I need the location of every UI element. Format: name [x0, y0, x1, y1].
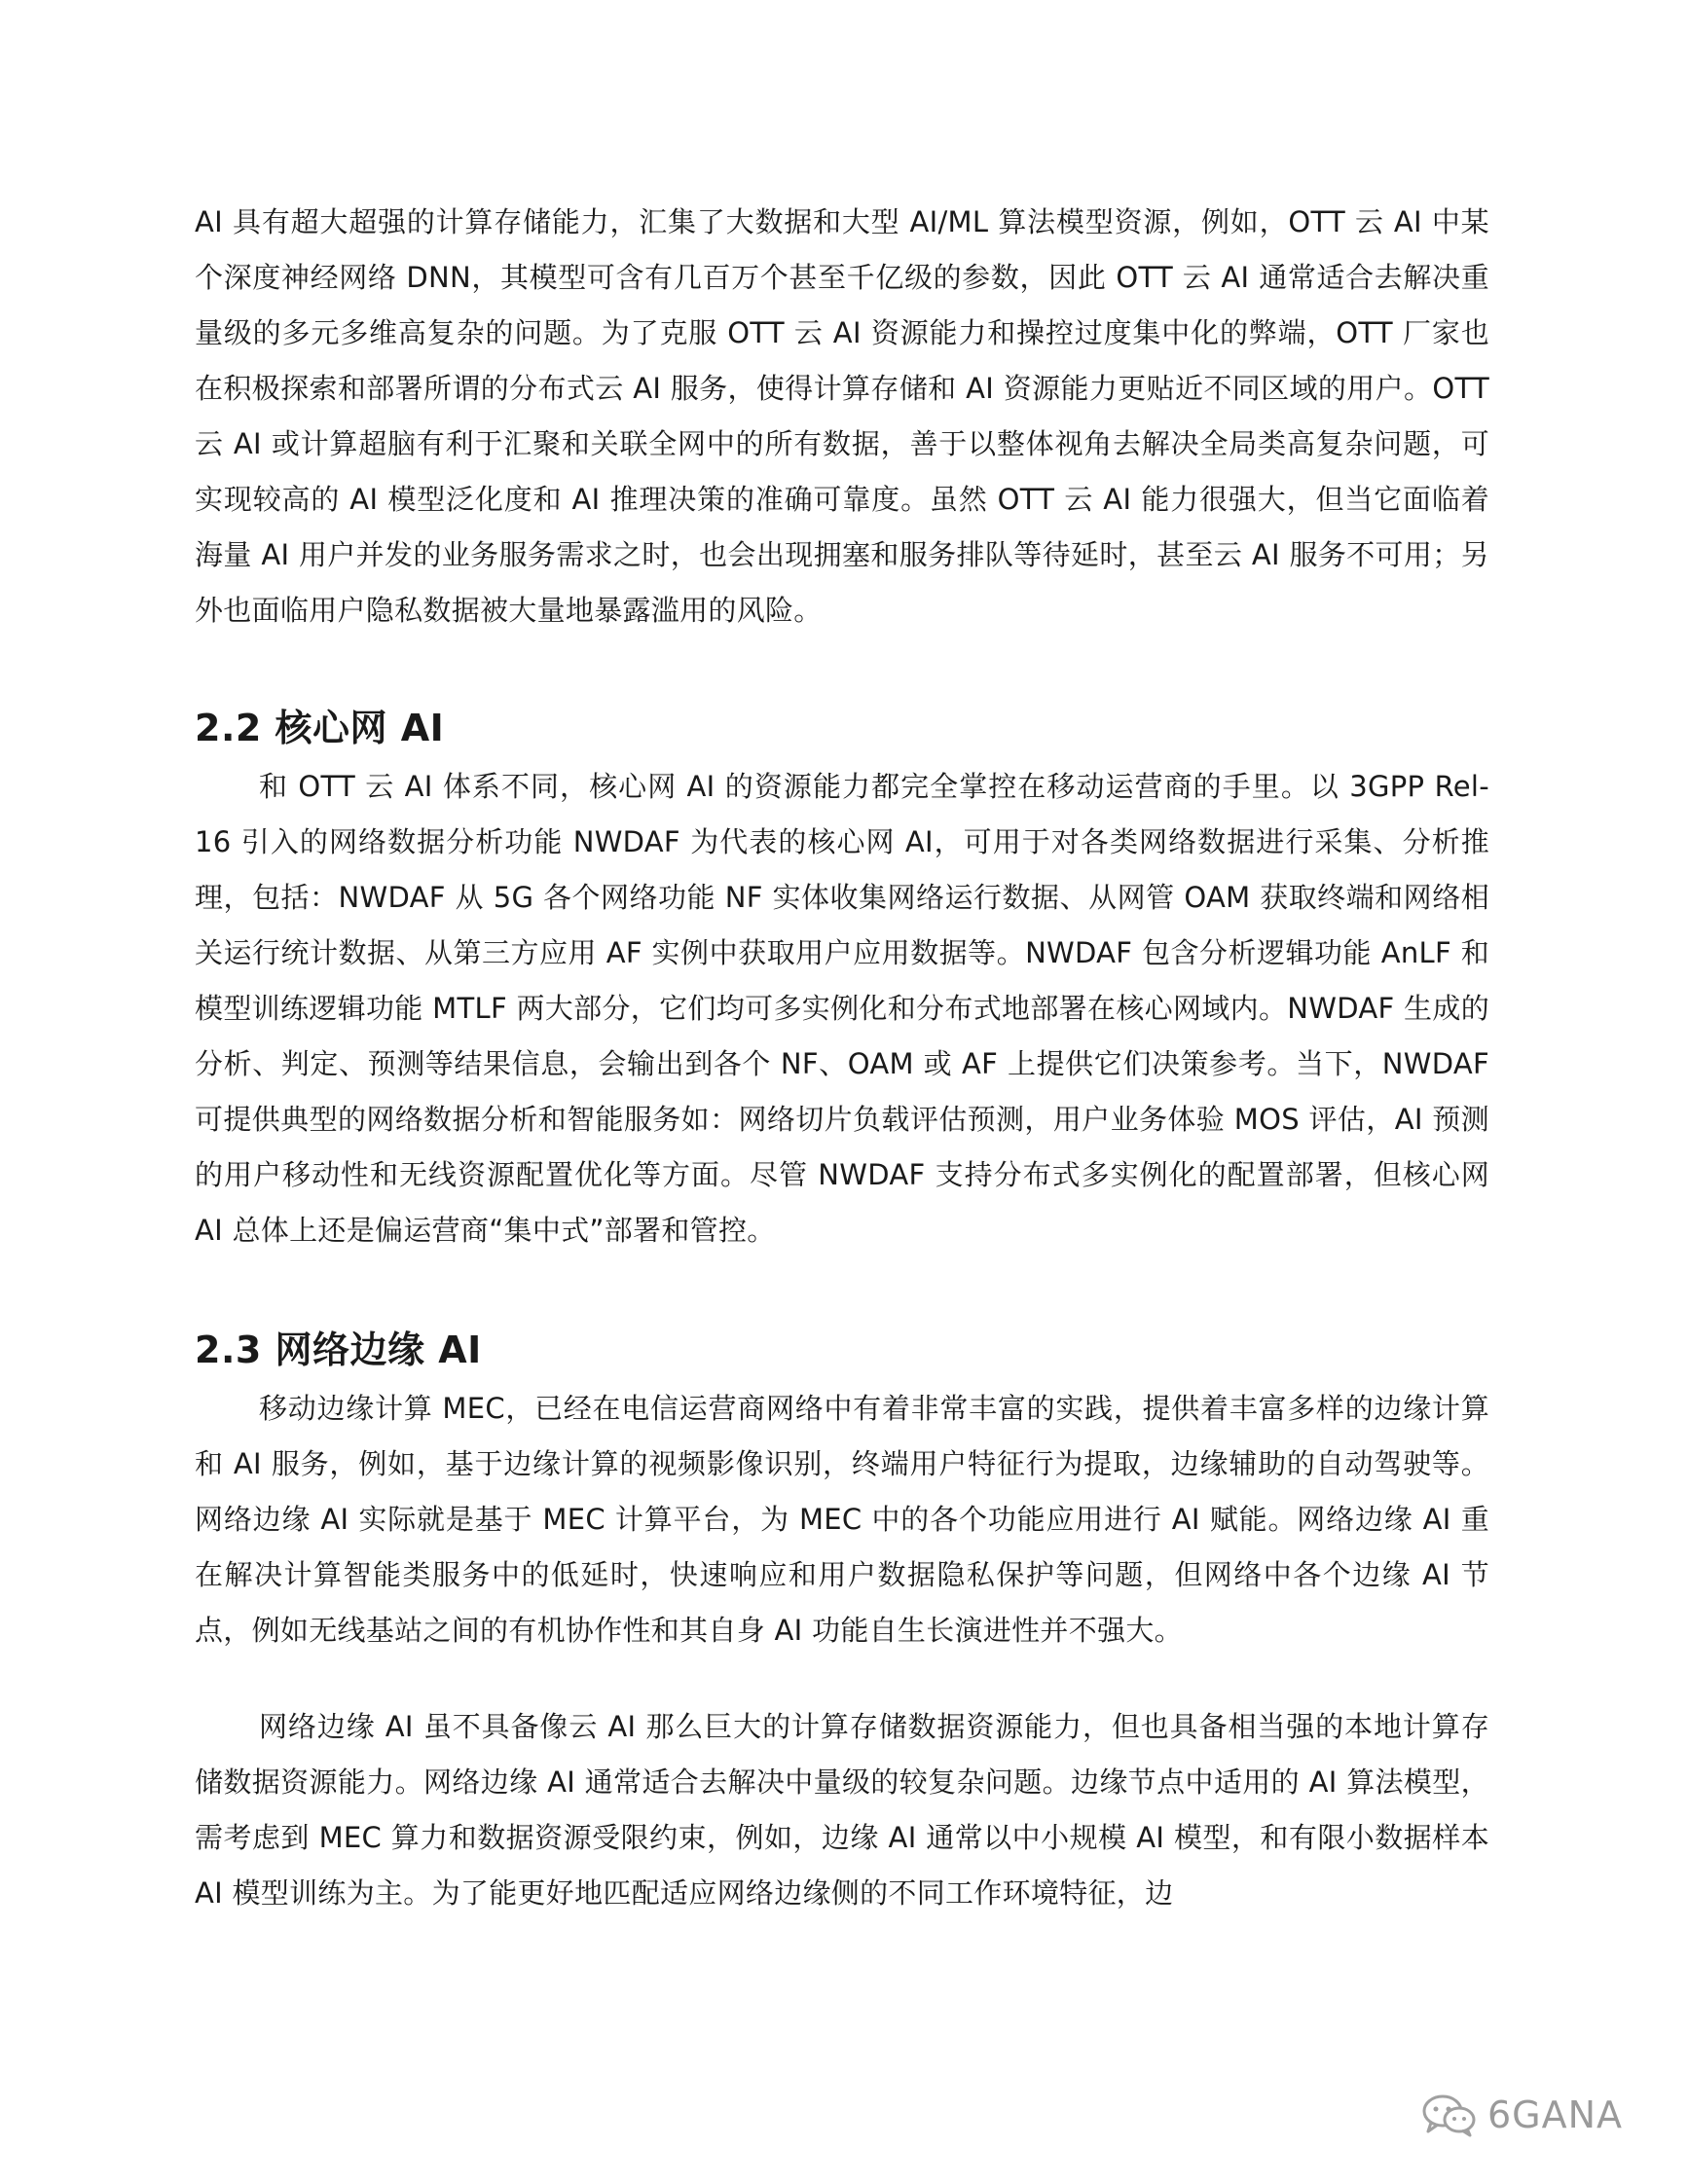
- paragraph-core-network-ai: 和 OTT 云 AI 体系不同，核心网 AI 的资源能力都完全掌控在移动运营商的手里。以 3GPP Rel-16 引入的网络数据分析功能 NWDAF 为代表的核心网 AI，可用于对各类网络数据进行采集、分析推理，包括：NWDAF 从 5G 各个网络功能 NF 实体收集网络运行数据、从网管 OAM 获取终端和网络相关运行统计数据、从第三方应用 AF 实例中获取用户应用数据等。NWDAF 包含分析逻辑功能 AnLF 和模型训练逻辑功能 MTLF 两大部分，它们均可多实例化和分布式地部署在核心网域内。NWDAF 生成的分析、判定、预测等结果信息，会输出到各个 NF、OAM 或 AF 上提供它们决策参考。当下，NWDAF 可提供典型的网络数据分析和智能服务如：网络切片负载评估预测，用户业务体验 MOS 评估，AI 预测的用户移动性和无线资源配置优化等方面。尽管 NWDAF 支持分布式多实例化的配置部署，但核心网 AI 总体上还是偏运营商“集中式”部署和管控。: [195, 770, 1489, 1247]
- wechat-icon: [1421, 2093, 1478, 2137]
- section-heading-core-network-ai: 2.2 核心网 AI: [195, 707, 445, 749]
- watermark-text: 6GANA: [1487, 2093, 1624, 2136]
- section-heading-network-edge-ai: 2.3 网络边缘 AI: [195, 1329, 482, 1371]
- paragraph-edge-ai-mec: 移动边缘计算 MEC，已经在电信运营商网络中有着非常丰富的实践，提供着丰富多样的边缘计算和 AI 服务，例如，基于边缘计算的视频影像识别，终端用户特征行为提取，边缘辅助的自动驾驶等。网络边缘 AI 实际就是基于 MEC 计算平台，为 MEC 中的各个功能应用进行 AI 赋能。网络边缘 AI 重在解决计算智能类服务中的低延时，快速响应和用户数据隐私保护等问题，但网络中各个边缘 AI 节点，例如无线基站之间的有机协作性和其自身 AI 功能自生长演进性并不强大。: [195, 1392, 1489, 1647]
- paragraph-edge-ai-resources: 网络边缘 AI 虽不具备像云 AI 那么巨大的计算存储数据资源能力，但也具备相当强的本地计算存储数据资源能力。网络边缘 AI 通常适合去解决中量级的较复杂问题。边缘节点中适用的 AI 算法模型，需考虑到 MEC 算力和数据资源受限约束，例如，边缘 AI 通常以中小规模 AI 模型，和有限小数据样本 AI 模型训练为主。为了能更好地匹配适应网络边缘侧的不同工作环境特征，边: [195, 1710, 1489, 1910]
- document-body: [195, 195, 1489, 1921]
- paragraph-cloud-ai: AI 具有超大超强的计算存储能力，汇集了大数据和大型 AI/ML 算法模型资源，例如，OTT 云 AI 中某个深度神经网络 DNN，其模型可含有几百万个甚至千亿级的参数，因此 OTT 云 AI 通常适合去解决重量级的多元多维高复杂的问题。为了克服 OTT 云 AI 资源能力和操控过度集中化的弊端，OTT 厂家也在积极探索和部署所谓的分布式云 AI 服务，使得计算存储和 AI 资源能力更贴近不同区域的用户。OTT 云 AI 或计算超脑有利于汇聚和关联全网中的所有数据，善于以整体视角去解决全局类高复杂问题，可实现较高的 AI 模型泛化度和 AI 推理决策的准确可靠度。虽然 OTT 云 AI 能力很强大，但当它面临着海量 AI 用户并发的业务服务需求之时，也会出现拥塞和服务排队等待延时，甚至云 AI 服务不可用；另外也面临用户隐私数据被大量地暴露滥用的风险。: [195, 205, 1489, 627]
- watermark: [1421, 2093, 1623, 2137]
